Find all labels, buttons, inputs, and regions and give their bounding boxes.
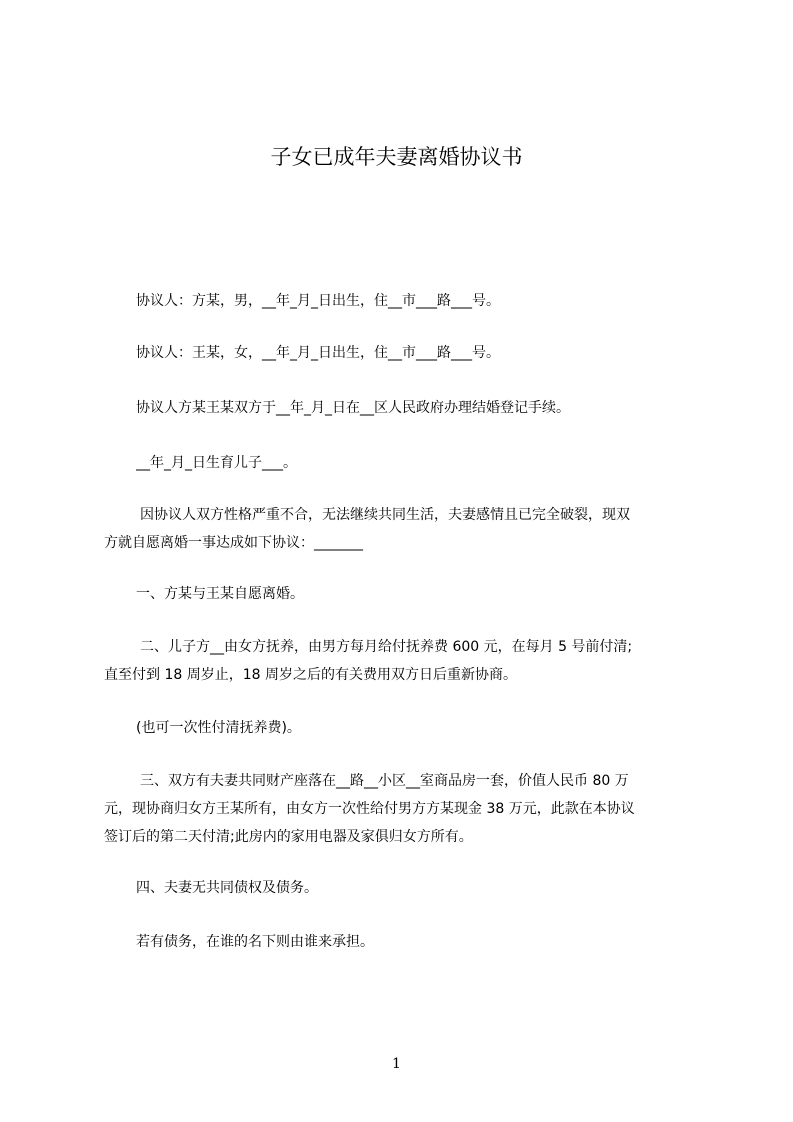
page-number: 1 bbox=[392, 1056, 401, 1072]
paragraph-divorce-reason bbox=[104, 501, 700, 557]
paragraph-divorce-reason-line-2: 方就自愿离婚一事达成如下协议：_______ bbox=[104, 535, 363, 551]
paragraph-clause-3-line-2: 元，现协商归女方王某所有，由女方一次性给付男方方某现金 38 万元，此款在本协议 bbox=[104, 801, 635, 817]
paragraph-clause-2-line-1: 二、儿子方__由女方抚养，由男方每月给付抚养费 600 元，在每月 5 号前付清; bbox=[140, 639, 633, 655]
paragraph-clause-3 bbox=[104, 767, 700, 851]
paragraph-divorce-reason-line-1: 因协议人双方性格严重不合，无法继续共同生活，夫妻感情且已完全破裂，现双 bbox=[140, 507, 630, 523]
paragraph-clause-2 bbox=[104, 633, 700, 689]
paragraph-marriage-registration: 协议人方某王某双方于__年_月_日在__区人民政府办理结婚登记手续。 bbox=[136, 400, 570, 416]
paragraph-party-2: 协议人：王某，女，__年_月_日出生，住__市___路___号。 bbox=[136, 345, 500, 361]
document-title: 子女已成年夫妻离婚协议书 bbox=[270, 145, 523, 169]
paragraph-lump-sum-note: (也可一次性付清抚养费)。 bbox=[136, 720, 301, 736]
paragraph-clause-3-line-1: 三、双方有夫妻共同财产座落在__路__小区__室商品房一套，价值人民币 80 万 bbox=[140, 773, 629, 789]
paragraph-clause-3-line-3: 签订后的第二天付清;此房内的家用电器及家俱归女方所有。 bbox=[104, 829, 473, 845]
paragraph-clause-1: 一、方某与王某自愿离婚。 bbox=[136, 586, 304, 602]
paragraph-child-birth: __年_月_日生育儿子___。 bbox=[136, 455, 297, 471]
paragraph-debt-responsibility: 若有债务，在谁的名下则由谁来承担。 bbox=[136, 934, 374, 950]
paragraph-clause-4: 四、夫妻无共同债权及债务。 bbox=[136, 880, 318, 896]
paragraph-clause-2-line-2: 直至付到 18 周岁止，18 周岁之后的有关费用双方日后重新协商。 bbox=[104, 667, 517, 683]
paragraph-party-1: 协议人：方某，男，__年_月_日出生，住__市___路___号。 bbox=[136, 293, 500, 309]
